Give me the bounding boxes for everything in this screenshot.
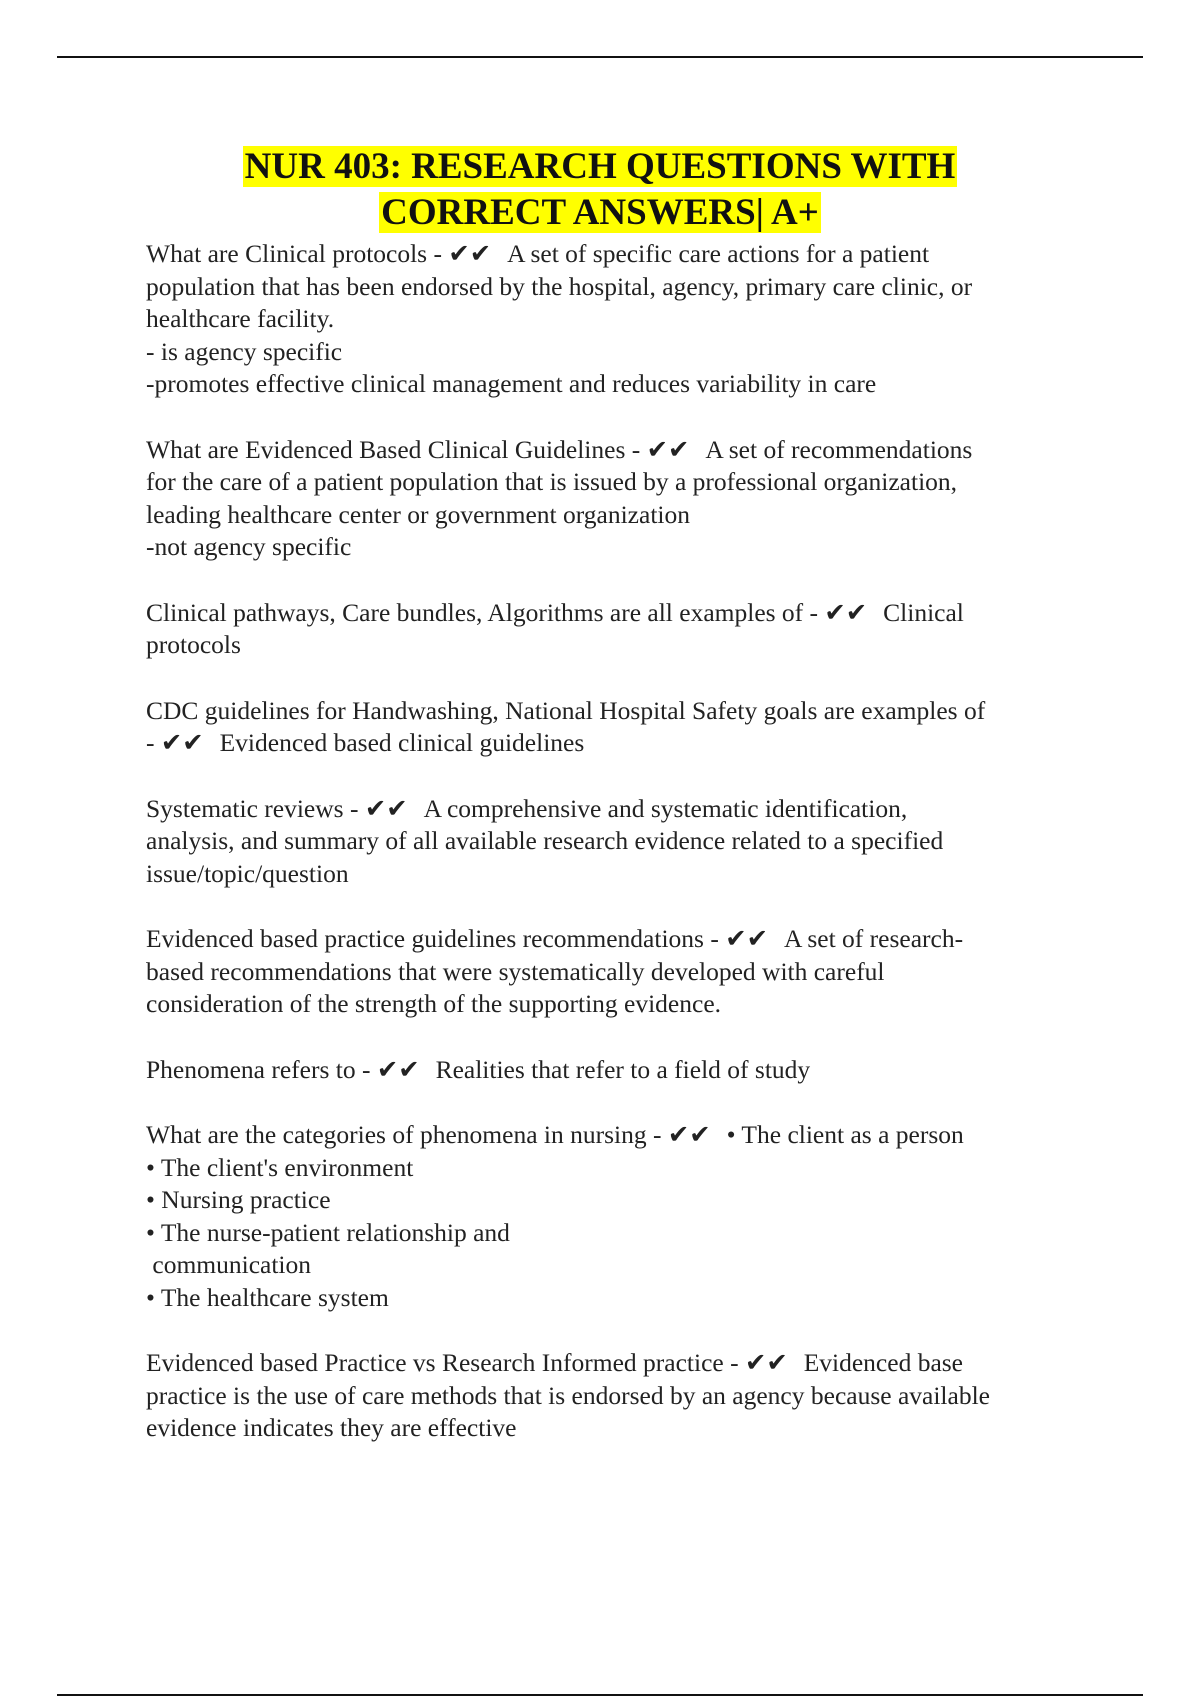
check-mark-icon: ✔✔ xyxy=(160,728,204,757)
check-mark-icon: ✔✔ xyxy=(744,1348,788,1377)
check-mark-icon: ✔✔ xyxy=(364,793,408,823)
question-text: Phenomena refers to - xyxy=(146,1054,377,1084)
answer-text: Evidenced base xyxy=(803,1348,964,1377)
qa-line: • Nursing practice xyxy=(146,1185,331,1214)
question-text: Systematic reviews - xyxy=(146,793,365,823)
qa-line xyxy=(146,793,1086,826)
question-text: What are the categories of phenomena in nursing - xyxy=(146,1120,668,1149)
answer-text: A set of research- xyxy=(783,924,964,953)
check-mark-icon: ✔✔ xyxy=(448,239,492,268)
qa-line: • The client's environment xyxy=(146,1152,414,1182)
answer-text: • The client as a person xyxy=(726,1120,964,1149)
footer-rule xyxy=(57,1694,1143,1696)
qa-line xyxy=(146,1054,1086,1087)
qa-line: -promotes effective clinical management and reduces variability in care xyxy=(146,369,877,398)
qa-line: practice is the use of care methods that is endorsed by an agency because available xyxy=(146,1380,990,1410)
qa-entry xyxy=(146,793,1086,891)
question-text: What are Evidenced Based Clinical Guidelines - xyxy=(146,434,647,464)
qa-line: communication xyxy=(146,1250,312,1279)
qa-line: -not agency specific xyxy=(146,532,352,561)
qa-line: based recommendations that were systematically developed with careful xyxy=(146,956,885,986)
qa-line xyxy=(146,1347,1086,1380)
qa-line: - is agency specific xyxy=(146,336,343,366)
qa-entry xyxy=(146,923,1086,1021)
answer-text: Clinical xyxy=(883,597,964,627)
question-text: Evidenced based practice guidelines recommendations - xyxy=(146,924,726,953)
qa-entry xyxy=(146,434,1086,564)
header-rule xyxy=(57,56,1143,58)
qa-line: evidence indicates they are effective xyxy=(146,1413,517,1442)
question-text: Clinical pathways, Care bundles, Algorithms are all examples of - xyxy=(146,597,825,627)
answer-text: A comprehensive and systematic identification, xyxy=(423,793,908,823)
check-mark-icon: ✔✔ xyxy=(725,924,768,953)
qa-line: protocols xyxy=(146,630,241,659)
document-title xyxy=(0,144,1200,236)
qa-line xyxy=(146,727,1086,760)
question-text: What are Clinical protocols - xyxy=(146,239,449,268)
qa-entry xyxy=(146,238,1086,401)
qa-line xyxy=(146,238,1086,271)
qa-line: population that has been endorsed by the hospital, agency, primary care clinic, or xyxy=(146,271,973,301)
check-mark-icon: ✔✔ xyxy=(667,1120,711,1149)
qa-line xyxy=(146,434,1086,467)
answer-text: A set of specific care actions for a patient xyxy=(507,239,930,268)
qa-line: consideration of the strength of the supporting evidence. xyxy=(146,989,722,1018)
qa-entry xyxy=(146,1119,1086,1314)
qa-entry xyxy=(146,695,1086,760)
answer-text: Evidenced based clinical guidelines xyxy=(219,728,585,757)
question-text: - xyxy=(146,728,161,757)
qa-entry xyxy=(146,1347,1086,1445)
qa-line xyxy=(146,1119,1086,1152)
title-line-2: CORRECT ANSWERS| A+ xyxy=(381,192,819,233)
check-mark-icon: ✔✔ xyxy=(646,434,690,464)
qa-line: analysis, and summary of all available research evidence related to a specified xyxy=(146,826,944,855)
qa-line: healthcare facility. xyxy=(146,304,335,333)
answer-text: A set of recommendations xyxy=(705,434,973,464)
qa-entry xyxy=(146,1054,1086,1087)
question-answer-list xyxy=(146,238,1086,1478)
qa-line: • The healthcare system xyxy=(146,1282,389,1312)
qa-entry xyxy=(146,597,1086,662)
qa-line: leading healthcare center or government organization xyxy=(146,499,690,529)
answer-text: Realities that refer to a field of study xyxy=(435,1054,811,1084)
title-line-1: NUR 403: RESEARCH QUESTIONS WITH xyxy=(244,146,956,187)
question-text: Evidenced based Practice vs Research Informed practice - xyxy=(146,1348,745,1377)
qa-line xyxy=(146,923,1086,956)
qa-line xyxy=(146,597,1086,630)
check-mark-icon: ✔✔ xyxy=(376,1054,420,1084)
qa-line: for the care of a patient population that is issued by a professional organization, xyxy=(146,467,958,496)
qa-line: CDC guidelines for Handwashing, National Hospital Safety goals are examples of xyxy=(146,695,986,725)
qa-line: • The nurse-patient relationship and xyxy=(146,1217,510,1247)
qa-line: issue/topic/question xyxy=(146,858,349,888)
check-mark-icon: ✔✔ xyxy=(824,597,868,627)
